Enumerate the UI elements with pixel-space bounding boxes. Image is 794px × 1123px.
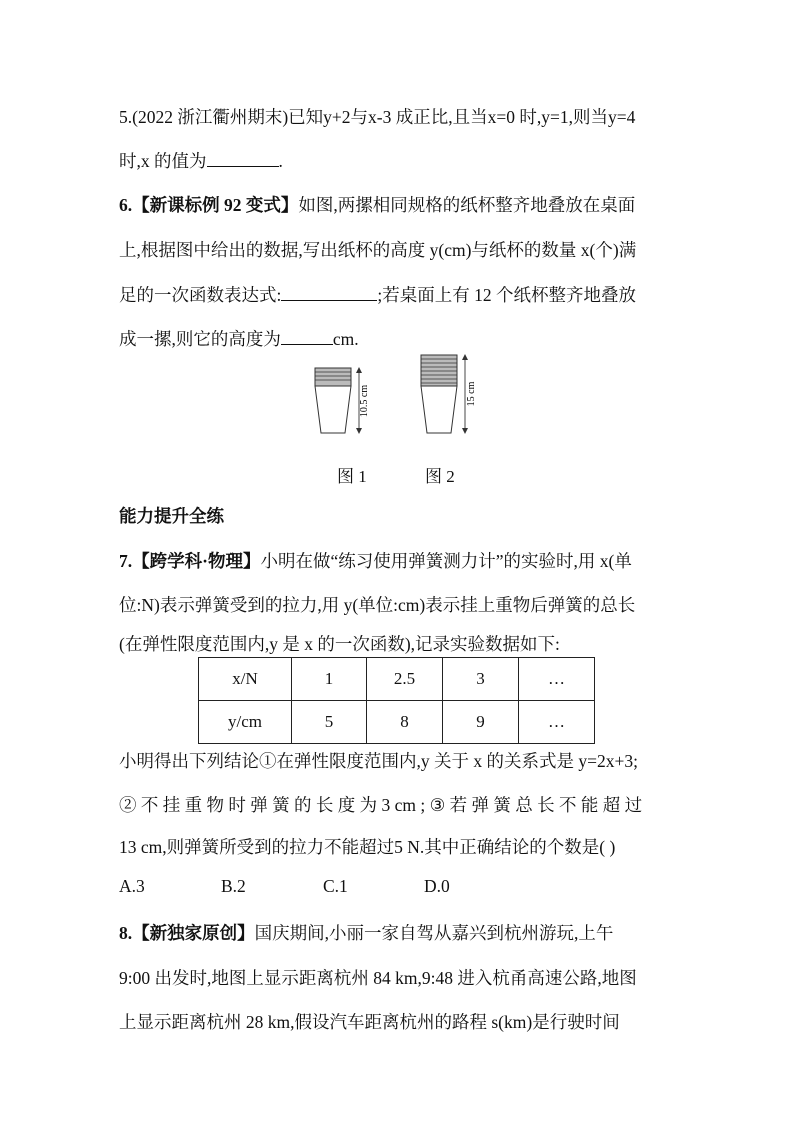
q5-answer-blank: [207, 165, 279, 167]
section-title: 能力提升全练: [119, 506, 224, 526]
table-cell: x/N: [199, 658, 292, 701]
table-cell: 1: [292, 658, 367, 701]
q8-line2: 9:00 出发时,地图上显示距离杭州 84 km,9:48 进入杭甬高速公路,地图: [119, 968, 637, 988]
q7-option-a: A.3: [119, 876, 145, 896]
q6-line4-text-b: cm.: [332, 329, 359, 349]
q6-expression-blank: [281, 299, 377, 301]
q8-tag: 【新独家原创】: [132, 923, 255, 943]
table-row: [199, 658, 595, 701]
q7-line3: (在弹性限度范围内,y 是 x 的一次函数),记录实验数据如下:: [119, 634, 560, 654]
table-row: [199, 701, 595, 744]
q6-height-blank: [281, 343, 333, 345]
q8-number: 8.: [119, 923, 133, 943]
fig1-dim-label: 10.5 cm: [359, 384, 370, 418]
q6-tag: 【新课标例 92 变式】: [132, 195, 299, 215]
table-cell: 2.5: [367, 658, 443, 701]
table-cell: 3: [443, 658, 519, 701]
table-cell: 8: [367, 701, 443, 744]
table-cell: y/cm: [199, 701, 292, 744]
q7-line1-text: 小明在做“练习使用弹簧测力计”的实验时,用 x(单: [260, 551, 632, 571]
q7-conclusion-3: 13 cm,则弹簧所受到的拉力不能超过5 N.其中正确结论的个数是( ): [119, 837, 616, 857]
q5-line2: [119, 148, 283, 173]
q7-conclusion-1: 小明得出下列结论①在弹性限度范围内,y 关于 x 的关系式是 y=2x+3;: [119, 751, 638, 771]
q7-tag: 【跨学科·物理】: [132, 551, 261, 571]
q5-line1: 5.(2022 浙江衢州期末)已知y+2与x-3 成正比,且当x=0 时,y=1,则当y=4: [119, 107, 636, 127]
q6-line3-text-b: ;若桌面上有 12 个纸杯整齐地叠放: [377, 285, 636, 305]
q5-line2-end: .: [278, 151, 283, 171]
fig2-dim-label: 15 cm: [466, 381, 477, 407]
fig1-cup-stack: [315, 368, 351, 433]
q8-line1-text: 国庆期间,小丽一家自驾从嘉兴到杭州游玩,上午: [254, 923, 614, 943]
table-cell: 9: [443, 701, 519, 744]
q6-line3-text-a: 足的一次函数表达式:: [119, 285, 282, 305]
cup-stacks-figure: [305, 350, 505, 445]
q7-data-table: [198, 657, 595, 744]
q6-number: 6.: [119, 195, 133, 215]
q7-conclusion-2: ② 不 挂 重 物 时 弹 簧 的 长 度 为 3 cm ; ③ 若 弹 簧 总 长 不 能 超 过: [119, 795, 643, 815]
fig2-caption: 图 2: [425, 467, 455, 486]
fig1-caption: 图 1: [337, 467, 367, 486]
fig2-cup-stack: [421, 355, 457, 433]
q7-line1: [119, 548, 632, 573]
q6-line4: [119, 326, 359, 351]
q7-line2: 位:N)表示弹簧受到的拉力,用 y(单位:cm)表示挂上重物后弹簧的总长: [119, 595, 636, 615]
q8-line1: [119, 920, 613, 945]
q7-number: 7.: [119, 551, 133, 571]
q6-line4-text-a: 成一摞,则它的高度为: [119, 329, 281, 349]
table-cell: …: [519, 701, 595, 744]
q8-line3: 上显示距离杭州 28 km,假设汽车距离杭州的路程 s(km)是行驶时间: [119, 1012, 620, 1032]
q6-line3: [119, 282, 636, 307]
table-cell: 5: [292, 701, 367, 744]
fig2-dimension: [462, 354, 477, 434]
fig1-dimension: [356, 367, 370, 434]
q7-option-c: C.1: [323, 876, 348, 896]
q6-line2: 上,根据图中给出的数据,写出纸杯的高度 y(cm)与纸杯的数量 x(个)满: [119, 240, 637, 260]
q6-line1-text: 如图,两摞相同规格的纸杯整齐地叠放在桌面: [298, 195, 636, 215]
q5-line2-text: 时,x 的值为: [119, 151, 207, 171]
q6-line1: [119, 192, 635, 217]
q7-option-b: B.2: [221, 876, 246, 896]
q7-option-d: D.0: [424, 876, 450, 896]
table-cell: …: [519, 658, 595, 701]
